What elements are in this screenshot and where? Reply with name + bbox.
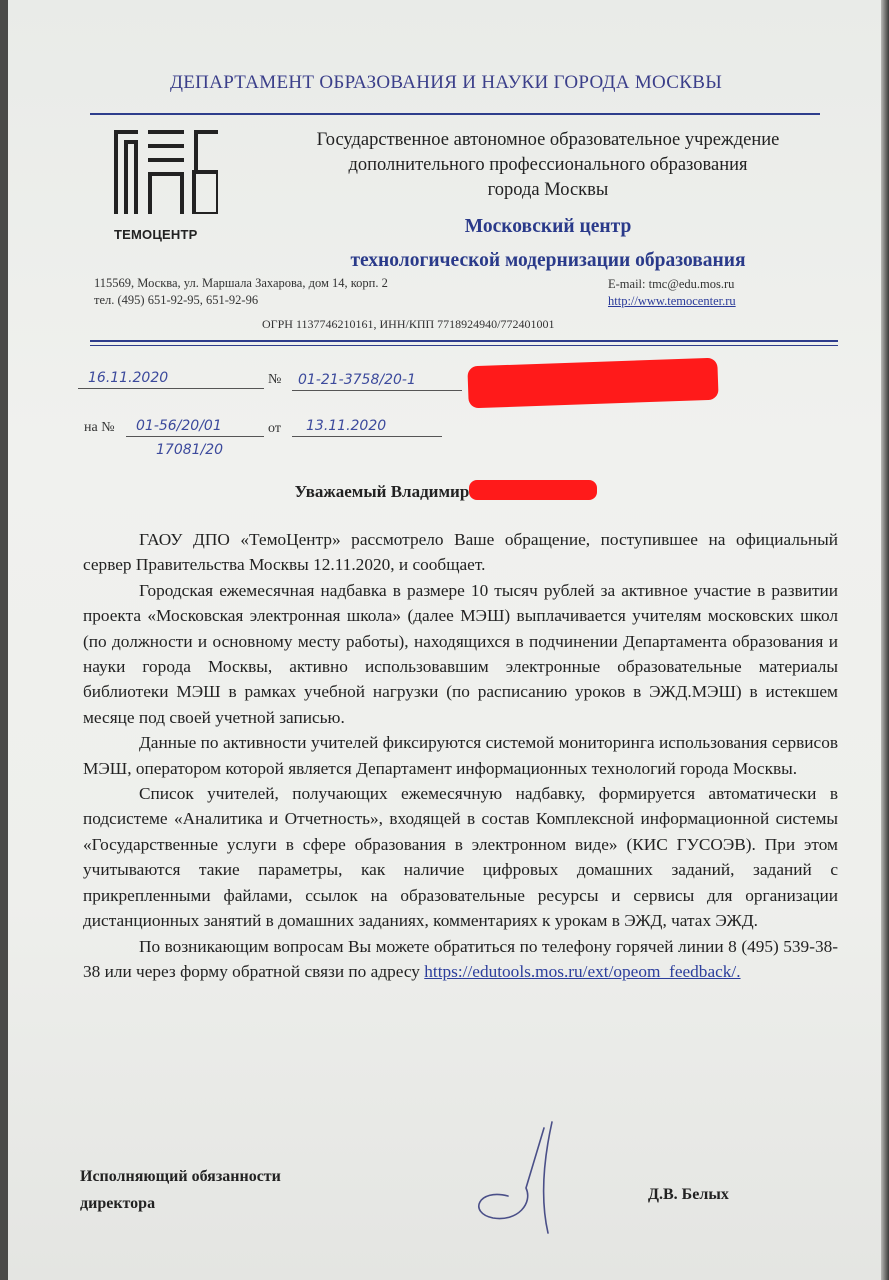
from-label: от [268, 421, 281, 436]
greeting [8, 480, 884, 502]
photo-edge-shadow [881, 0, 889, 1280]
paragraph: Список учителей, получающих ежемесячную надбавку, формируется автоматически в подсистеме «Аналитика и Отчетность», входящей в состав Комплексной информационной системы «Государственные услуги в сфере образования в электронном виде» (КИС ГУСОЭВ). При этом учитываются такие параметры, как наличие цифровых домашних заданий, заданий с прикрепленными файлами, ссылок на образовательные ресурсы и сервисы для организации дистанционных занятий в домашних заданиях, комментариях к урокам в ЭЖД, чатах ЭЖД. [83, 784, 838, 931]
outgoing-date: 16.11.2020 [88, 370, 169, 386]
org-name-line: Московский центр [464, 216, 632, 237]
org-name-line: технологической модернизации образования [350, 250, 746, 271]
signatory-name: Д.В. Белых [648, 1186, 729, 1203]
ref-underline [126, 436, 264, 437]
letter-sheet [8, 0, 884, 1280]
ref-date: 13.11.2020 [306, 418, 387, 434]
redaction-mark [467, 358, 718, 409]
address-block [94, 275, 388, 309]
date-underline [78, 388, 264, 389]
contact-block [608, 276, 736, 310]
handwritten-signature-icon [448, 1118, 588, 1238]
organization-block [258, 128, 838, 203]
org-line: дополнительного профессионального образования [348, 155, 748, 175]
website-link[interactable]: http://www.temocenter.ru [608, 294, 736, 308]
org-line: Государственное автономное образовательное учреждение [316, 130, 780, 150]
ref-number-extra: 17081/20 [156, 442, 224, 458]
number-underline [292, 390, 462, 391]
ref-number: 01-56/20/01 [136, 418, 222, 434]
logo-text: ТЕМОЦЕНТР [114, 227, 198, 242]
header-bottom-rule-thin [90, 345, 838, 346]
email: E-mail: tmc@edu.mos.ru [608, 277, 735, 291]
feedback-link[interactable]: https://edutools.mos.ru/ext/opeom_feedback/. [424, 961, 741, 981]
position-line: директора [80, 1195, 156, 1212]
header-bottom-rule [90, 340, 838, 342]
ref-date-underline [292, 436, 442, 437]
org-line: города Москвы [487, 180, 609, 200]
department-header: ДЕПАРТАМЕНТ ОБРАЗОВАНИЯ И НАУКИ ГОРОДА МОСКВЫ [170, 72, 723, 93]
address: 115569, Москва, ул. Маршала Захарова, дом 14, корп. 2 [94, 276, 388, 290]
phone: тел. (495) 651-92-95, 651-92-96 [94, 293, 259, 307]
greeting-text: Уважаемый Владимир [294, 482, 470, 501]
paragraph-contact [83, 934, 838, 985]
name-redaction-mark [469, 480, 597, 500]
ref-label: на № [84, 420, 115, 435]
header-rule [90, 113, 820, 115]
letter-body [83, 527, 838, 984]
signatory-position [80, 1163, 281, 1217]
position-line: Исполняющий обязанности [80, 1168, 281, 1185]
paragraph: Данные по активности учителей фиксируются системой мониторинга использования сервисов МЭШ, оператором которой является Департамент информационных технологий города Москвы. [83, 733, 838, 778]
paragraph: Городская ежемесячная надбавка в размере 10 тысяч рублей за активное участие в развитии проекта «Московская электронная школа» (далее МЭШ) выплачивается учителям московских школ (по должности и основному месту работы), находящихся в подчинении Департамента образования и науки города Москвы, активно использовавшим электронные образовательные материалы библиотеки МЭШ в рамках учебной нагрузки (по расписанию уроков в ЭЖД.МЭШ) в истекшем месяце под своей учетной записью. [83, 580, 838, 727]
ogrn: ОГРН 1137746210161, ИНН/КПП 7718924940/772401001 [262, 317, 555, 331]
temocenter-logo-icon [114, 130, 218, 214]
organization-name [258, 210, 838, 278]
outgoing-number: 01-21-3758/20-1 [298, 372, 416, 388]
paragraph: ГАОУ ДПО «ТемоЦентр» рассмотрело Ваше обращение, поступившее на официальный сервер Правительства Москвы 12.11.2020, и сообщает. [83, 530, 838, 575]
contact-text: По возникающим вопросам Вы можете обратиться по телефону горячей линии 8 (495) 539-38-38 или через форму обратной связи по адресу [83, 936, 838, 981]
number-label: № [268, 372, 282, 387]
